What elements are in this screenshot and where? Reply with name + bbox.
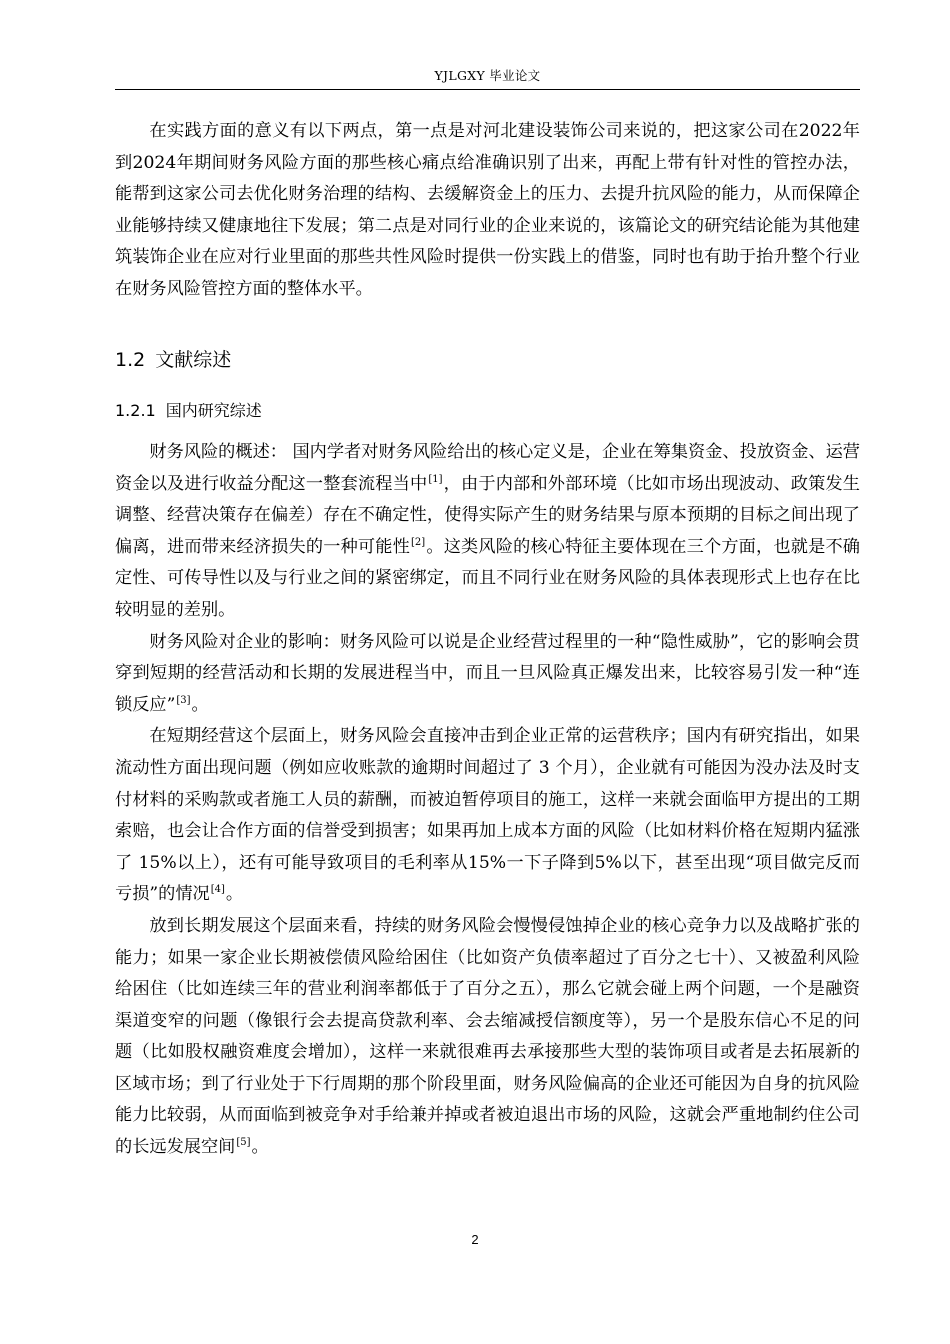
paragraph-text: 。: [225, 884, 244, 905]
intro-block: [115, 116, 860, 306]
paragraph-short-term: [115, 721, 860, 911]
paragraph-text: 财务风险的概述： 国内学者对财务风险给出的核心定义是，企业在筹集资金、投放资金、运营资金以及进行收益分配这一整套流程当中: [115, 442, 860, 494]
section-heading: [115, 345, 231, 375]
intro-paragraph: 在实践方面的意义有以下两点，第一点是对河北建设装饰公司来说的，把这家公司在2022年到2024年期间财务风险方面的那些核心痛点给准确识别了出来，再配上带有针对性的管控办法，能帮到这家公司去优化财务治理的结构、去缓解资金上的压力、去提升抗风险的能力，从而保障企业能够持续又健康地往下发展；第二点是对同行业的企业来说的，该篇论文的研究结论能为其他建筑装饰企业在应对行业里面的那些共性风险时提供一份实践上的借鉴，同时也有助于抬升整个行业在财务风险管控方面的整体水平。: [115, 121, 860, 299]
paragraph-text: 。这类风险的核心特征主要体现在三个方面，也就是不确定性、可传导性以及与行业之间的紧密绑定，而且不同行业在财务风险的具体表现形式上也存在比较明显的差别。: [115, 536, 860, 620]
subsection-number: 1.2.1: [115, 401, 156, 420]
citation-ref-2: [2]: [411, 536, 426, 548]
subsection-title: 国内研究综述: [165, 401, 262, 420]
paragraph-text: 。: [191, 694, 209, 715]
running-header: YJLGXY 毕业论文: [434, 68, 541, 83]
paragraph-text: 。: [251, 1137, 269, 1158]
paragraph-text: 放到长期发展这个层面来看，持续的财务风险会慢慢侵蚀掉企业的核心竞争力以及战略扩张的能力；如果一家企业长期被偿债风险给困住（比如资产负债率超过了百分之七十）、又被盈利风险给困住（比如连续三年的营业利润率都低于了百分之五），那么它就会碰上两个问题，一个是融资渠道变窄的问题（像银行会去提高贷款利率、会去缩减授信额度等），另一个是股东信心不足的问题（比如股权融资难度会增加），这样一来就很难再去承接那些大型的装饰项目或者是去拓展新的区域市场；到了行业处于下行周期的那个阶段里面，财务风险偏高的企业还可能因为自身的抗风险能力比较弱，从而面临到被竞争对手给兼并掉或者被迫退出市场的风险，这就会严重地制约住公司的长远发展空间: [115, 915, 860, 1158]
literature-review-body: [115, 437, 860, 1164]
paragraph-long-term: [115, 911, 860, 1164]
subsection-heading: [115, 398, 262, 424]
section-number: 1.2: [115, 349, 146, 371]
citation-ref-1: [1]: [428, 473, 443, 485]
section-title: 文献综述: [155, 349, 232, 371]
citation-ref-5: [5]: [236, 1137, 251, 1149]
citation-ref-3: [3]: [176, 694, 191, 706]
page-number: 2: [471, 1232, 479, 1247]
paragraph-financial-risk-overview: [115, 437, 860, 627]
header-divider: [115, 89, 860, 90]
paragraph-risk-impact: [115, 627, 860, 722]
paragraph-text: 财务风险对企业的影响：财务风险可以说是企业经营过程里的一种“隐性威胁”，它的影响会贯穿到短期的经营活动和长期的发展进程当中，而且一旦风险真正爆发出来，比较容易引发一种“连锁反应”: [115, 631, 860, 715]
paragraph-text: ，由于内部和外部环境（比如市场出现波动、政策发生调整、经营决策存在偏差）存在不确定性，使得实际产生的财务结果与原本预期的目标之间出现了偏离，进而带来经济损失的一种可能性: [115, 473, 860, 557]
paragraph-text: 在短期经营这个层面上，财务风险会直接冲击到企业正常的运营秩序；国内有研究指出，如果流动性方面出现问题（例如应收账款的逾期时间超过了 3 个月），企业就有可能因为没办法及时支付材料的采购款或者施工人员的薪酬，而被迫暂停项目的施工，这样一来就会面临甲方提出的工期索赔，也会让合作方面的信誉受到损害；如果再加上成本方面的风险（比如材料价格在短期内猛涨了 15%以上），还有可能导致项目的毛利率从15%一下子降到5%以下，甚至出现“项目做完反而亏损”的情况: [115, 726, 860, 905]
citation-ref-4: [4]: [210, 884, 225, 896]
